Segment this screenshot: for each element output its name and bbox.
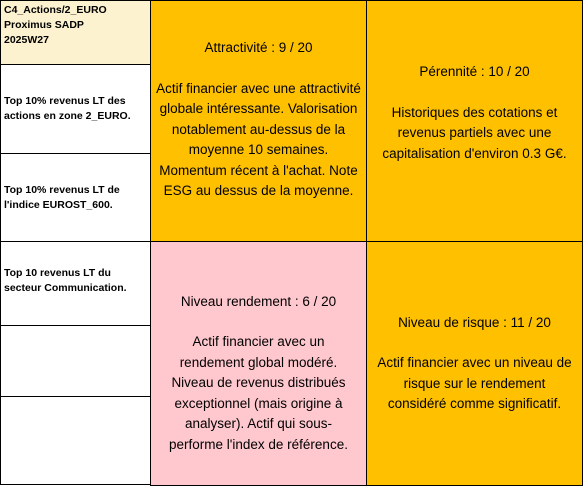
ranking-text-index: Top 10% revenus LT de l'indice EUROST_600. [4, 183, 120, 211]
ranking-text-sector: Top 10 revenus LT du secteur Communication. [4, 267, 127, 294]
ranking-text-zone: Top 10% revenus LT des actions en zone 2_EURO. [4, 95, 131, 122]
empty-cell-1 [0, 325, 151, 397]
rendement-text: Actif financier avec un rendement global modéré. Niveau de revenus distribués exceptionnel (mais origine à analyser). Actif qui sous-performe l'index de référence. [169, 334, 348, 452]
attractivite-text: Actif financier avec une attractivité globale intéressante. Valorisation notablement au-dessus de la moyenne 10 semaines. Momentum récent à l'achat. Note ESG au dessus de la moyenne. [156, 80, 361, 199]
rendement-title: Niveau rendement : 6 / 20 [180, 293, 337, 309]
ranking-cell-index [0, 153, 151, 242]
attractivite-title: Attractivité : 9 / 20 [204, 40, 313, 56]
attractivite-card [150, 0, 367, 242]
perennite-text: Historiques des cotations et revenus partiels avec une capitalisation d'environ 0.3 G€. [382, 104, 567, 161]
report-week: 2025W27 [4, 34, 49, 46]
ranking-cell-sector [0, 241, 151, 326]
risque-title: Niveau de risque : 11 / 20 [398, 314, 551, 330]
perennite-card [366, 0, 583, 242]
rendement-card [150, 241, 367, 486]
risque-card [366, 241, 583, 486]
empty-cell-2 [0, 396, 151, 485]
report-header [0, 0, 151, 65]
perennite-title: Pérennité : 10 / 20 [419, 64, 530, 79]
report-asset-name: Proximus SADP [4, 19, 84, 31]
ranking-cell-zone [0, 64, 151, 154]
report-category: C4_Actions/2_EURO [4, 4, 107, 16]
risque-text: Actif financier avec un niveau de risque sur le rendement considéré comme significatif. [377, 355, 572, 411]
